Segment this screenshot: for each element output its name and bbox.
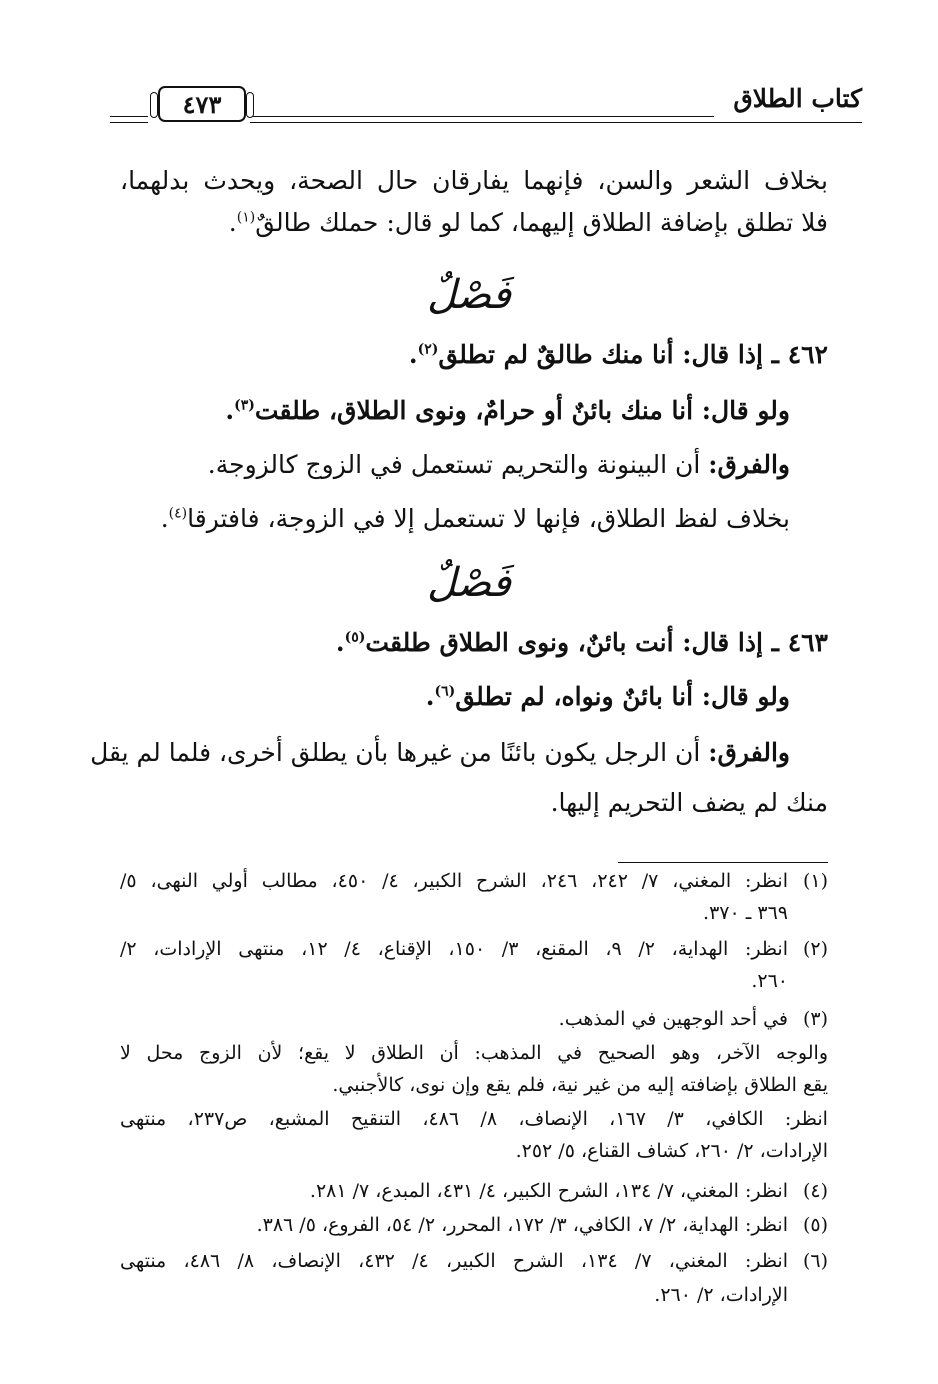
footnote-line: والوجه الآخر، وهو الصحيح في المذهب: أن الطلاق لا يقع؛ لأن الزوج محل لا [120, 1042, 828, 1064]
footnote-ref: (٢) [417, 341, 439, 358]
body-line: بخلاف الشعر والسن، فإنهما يفارقان حال الصحة، ويحدث بدلهما، [120, 166, 828, 195]
footnote-line: في أحد الوجهين في المذهب. [558, 1008, 788, 1030]
footnote-ref: (٣) [234, 397, 255, 414]
difference-label: والفرق: [708, 738, 790, 767]
footnote-line: انظر: المغني، ٧/ ٢٤٢، ٢٤٦، الشرح الكبير، ٤/ ٤٥٠، مطالب أولي النهى، ٥/ [120, 870, 788, 892]
issue-462: ٤٦٢ ـ إذا قال: أنا منك طالقٌ لم تطلق$^{(٢)}$. [408, 340, 828, 369]
page-header [110, 82, 862, 132]
footnote-line: ٢٦٠. [751, 970, 788, 992]
difference-label: والفرق: [708, 450, 790, 479]
footnote-ref: (٦) [434, 683, 456, 700]
footnote-separator [618, 862, 828, 863]
footnote-number: (٢) [802, 938, 828, 960]
header-rule-left-top [110, 116, 148, 117]
footnote-line: انظر: الهداية، ٢/ ٩، المقنع، ٣/ ١٥٠، الإقناع، ٤/ ١٢، منتهى الإرادات، ٢/ [120, 938, 788, 960]
footnote-line: يقع الطلاق بإضافته إليه من غير نية، فلم يقع وإن نوى، كالأجنبي. [332, 1074, 828, 1096]
issue-463-counter: ولو قال: أنا بائنٌ ونواه، لم تطلق$^{(٦)}$. [425, 682, 790, 711]
header-rule-left-bottom [110, 122, 148, 123]
footnote-number: (١) [802, 870, 828, 892]
footnote-ref: (٥) [344, 629, 366, 646]
issue-462-difference-cont: بخلاف لفظ الطلاق، فإنها لا تستعمل إلا في الزوجة، فافترقا$^{(٤)}$. [160, 504, 790, 533]
footnote-ref: (٤) [168, 505, 188, 522]
body-line: فلا تطلق بإضافة الطلاق إليهما، كما لو قال: حملك طالقٌ$^{(١)}$. [228, 208, 828, 237]
footnote-line: انظر: المغني، ٧/ ١٣٤، الشرح الكبير، ٤/ ٤٣١، المبدع، ٧/ ٢٨١. [309, 1180, 788, 1202]
issue-462-difference: والفرق: أن البينونة والتحريم تستعمل في الزوج كالزوجة. [207, 450, 790, 479]
issue-463: ٤٦٣ ـ إذا قال: أنت بائنٌ، ونوى الطلاق طلقت$^{(٥)}$. [335, 628, 828, 657]
issue-462-counter: ولو قال: أنا منك بائنٌ أو حرامٌ، ونوى الطلاق، طلقت$^{(٣)}$. [225, 396, 790, 425]
footnote-number: (٥) [802, 1214, 828, 1236]
header-rule-bottom [250, 122, 862, 123]
footnote-number: (٣) [802, 1008, 828, 1030]
running-title: كتاب الطلاق [733, 84, 862, 113]
footnote-number: (٦) [802, 1250, 828, 1272]
footnote-number: (٤) [802, 1180, 828, 1202]
issue-number: ٤٦٣ ـ [771, 628, 828, 657]
body-line: منك لم يضف التحريم إليها. [550, 788, 828, 817]
footnote-line: انظر: المغني، ٧/ ١٣٤، الشرح الكبير، ٤/ ٤٣٢، الإنصاف، ٨/ ٤٨٦، منتهى [120, 1250, 788, 1272]
page-number: ٤٧٣ [158, 86, 246, 122]
header-rule-top [250, 116, 714, 117]
issue-463-difference: والفرق: أن الرجل يكون بائنًا من غيرها بأن يطلق أخرى، فلما لم يقل [90, 738, 790, 767]
section-heading-fasl: فَصْلٌ [426, 560, 512, 606]
footnote-line: الإرادات، ٢/ ٢٦٠، كشاف القناع، ٥/ ٢٥٢. [515, 1140, 828, 1162]
issue-number: ٤٦٢ ـ [771, 340, 828, 369]
footnote-line: ٣٦٩ ـ ٣٧٠. [703, 902, 788, 924]
footnote-line: انظر: الكافي، ٣/ ١٦٧، الإنصاف، ٨/ ٤٨٦، التنقيح المشبع، ص٢٣٧، منتهى [120, 1108, 828, 1130]
footnote-line: الإرادات، ٢/ ٢٦٠. [654, 1284, 788, 1306]
footnote-line: انظر: الهداية، ٢/ ٧، الكافي، ٣/ ١٧٢، المحرر، ٢/ ٥٤، الفروع، ٥/ ٣٨٦. [256, 1214, 788, 1236]
footnote-ref: (١) [236, 209, 256, 226]
section-heading-fasl: فَصْلٌ [426, 272, 512, 318]
